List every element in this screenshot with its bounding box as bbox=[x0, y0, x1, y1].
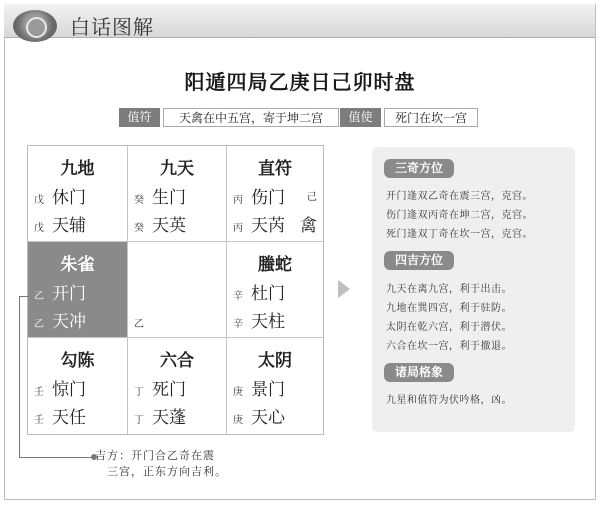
door-row bbox=[233, 375, 285, 400]
stem: 丙 bbox=[233, 222, 243, 234]
door-name: 惊门 bbox=[52, 380, 86, 400]
stem: 辛 bbox=[233, 318, 243, 330]
star-name: 天柱 bbox=[251, 312, 285, 332]
stem: 癸 bbox=[134, 222, 144, 234]
arrow-right-icon bbox=[338, 280, 350, 298]
connector-line bbox=[19, 296, 28, 297]
palace-kan bbox=[128, 338, 227, 434]
star-row bbox=[34, 307, 86, 332]
door-name: 开门 bbox=[52, 284, 86, 304]
star-row bbox=[233, 403, 285, 428]
zhishi-tag: 值使 bbox=[340, 108, 381, 127]
door-name: 景门 bbox=[251, 380, 285, 400]
door-row bbox=[34, 375, 86, 400]
stem: 乙 bbox=[134, 318, 144, 330]
stem: 丙 bbox=[233, 194, 243, 206]
qimen-grid bbox=[27, 145, 324, 435]
door-row bbox=[34, 183, 86, 208]
door-name: 死门 bbox=[152, 380, 186, 400]
center-row bbox=[134, 312, 152, 332]
palace-xun bbox=[28, 146, 128, 242]
door-name: 伤门 bbox=[251, 188, 285, 208]
star-name: 天英 bbox=[152, 216, 186, 236]
emblem-icon bbox=[13, 10, 57, 42]
palace-center bbox=[128, 242, 227, 338]
star-row bbox=[134, 403, 186, 428]
door-row bbox=[233, 279, 285, 304]
god-name: 直符 bbox=[258, 159, 292, 179]
star-name: 天蓬 bbox=[152, 408, 186, 428]
section-title: 白话图解 bbox=[70, 15, 154, 39]
palace-gen bbox=[28, 338, 128, 434]
zhishi-value: 死门在坎一宫 bbox=[384, 108, 478, 127]
stem: 丁 bbox=[134, 414, 144, 426]
siji-line: 六合在坎一宫，利于撤退。 bbox=[386, 341, 512, 352]
god-name: 六合 bbox=[160, 351, 194, 371]
door-row bbox=[233, 183, 285, 208]
palace-zhen bbox=[28, 242, 128, 338]
auspicious-direction-note bbox=[95, 448, 227, 480]
stem: 戊 bbox=[34, 222, 44, 234]
stem: 戊 bbox=[34, 194, 44, 206]
connector-line bbox=[19, 457, 95, 458]
parasitic-star: 禽 bbox=[300, 216, 317, 236]
star-name: 天任 bbox=[52, 408, 86, 428]
star-row bbox=[34, 403, 86, 428]
god-name: 勾陈 bbox=[60, 351, 95, 371]
door-name: 生门 bbox=[152, 188, 186, 208]
door-row bbox=[134, 375, 186, 400]
note-line: 三宫，正东方向吉利。 bbox=[107, 465, 227, 478]
door-name: 杜门 bbox=[251, 284, 285, 304]
connector-line bbox=[19, 296, 20, 457]
star-name: 天芮 bbox=[251, 216, 285, 236]
sanqi-heading: 三奇方位 bbox=[384, 159, 454, 178]
section-header-bar bbox=[4, 4, 595, 38]
zhifu-tag: 值符 bbox=[119, 108, 160, 127]
chart-title: 阳遁四局乙庚日己卯时盘 bbox=[184, 70, 416, 94]
palace-dui bbox=[227, 242, 323, 338]
palace-qian bbox=[227, 338, 323, 434]
star-name: 天冲 bbox=[52, 312, 86, 332]
door-row bbox=[34, 279, 86, 304]
star-row bbox=[233, 211, 285, 236]
god-name: 太阴 bbox=[258, 351, 292, 371]
god-name: 九地 bbox=[60, 159, 95, 179]
zhuju-line: 九星和值符为伏吟格，凶。 bbox=[386, 395, 512, 406]
stem: 壬 bbox=[34, 386, 44, 398]
zhifu-value: 天禽在中五宫，寄于坤二宫 bbox=[163, 108, 339, 127]
stem: 丁 bbox=[134, 386, 144, 398]
palace-kun bbox=[227, 146, 323, 242]
siji-line: 九地在巽四宫，利于驻防。 bbox=[386, 303, 512, 314]
stem: 癸 bbox=[134, 194, 144, 206]
sanqi-line: 开门逢双乙奇在震三宫，克宫。 bbox=[386, 191, 533, 202]
door-name: 休门 bbox=[52, 188, 86, 208]
palace-li bbox=[128, 146, 227, 242]
sanqi-line: 死门逢双丁奇在坎一宫，克宫。 bbox=[386, 229, 533, 240]
star-row bbox=[34, 211, 86, 236]
zhuju-heading: 诸局格象 bbox=[384, 363, 454, 382]
stem: 乙 bbox=[34, 290, 44, 302]
stem: 乙 bbox=[34, 318, 44, 330]
door-row bbox=[134, 183, 186, 208]
stem: 辛 bbox=[233, 290, 243, 302]
siji-line: 九天在离九宫，利于出击。 bbox=[386, 284, 512, 295]
sanqi-line: 伤门逢双丙奇在坤二宫，克宫。 bbox=[386, 210, 533, 221]
star-row bbox=[134, 211, 186, 236]
siji-line: 太阴在乾六宫，利于潜伏。 bbox=[386, 322, 512, 333]
god-name: 九天 bbox=[160, 159, 194, 179]
stem: 庚 bbox=[233, 414, 243, 426]
stem: 壬 bbox=[34, 414, 44, 426]
stem: 庚 bbox=[233, 386, 243, 398]
god-name: 朱雀 bbox=[60, 255, 95, 275]
note-line: 吉方：开门合乙奇在震 bbox=[95, 449, 215, 462]
siji-heading: 四吉方位 bbox=[384, 251, 454, 270]
star-name: 天心 bbox=[251, 408, 285, 428]
parasitic-stem: 己 bbox=[307, 192, 317, 203]
star-name: 天辅 bbox=[52, 216, 86, 236]
god-name: 螣蛇 bbox=[258, 255, 292, 275]
star-row bbox=[233, 307, 285, 332]
